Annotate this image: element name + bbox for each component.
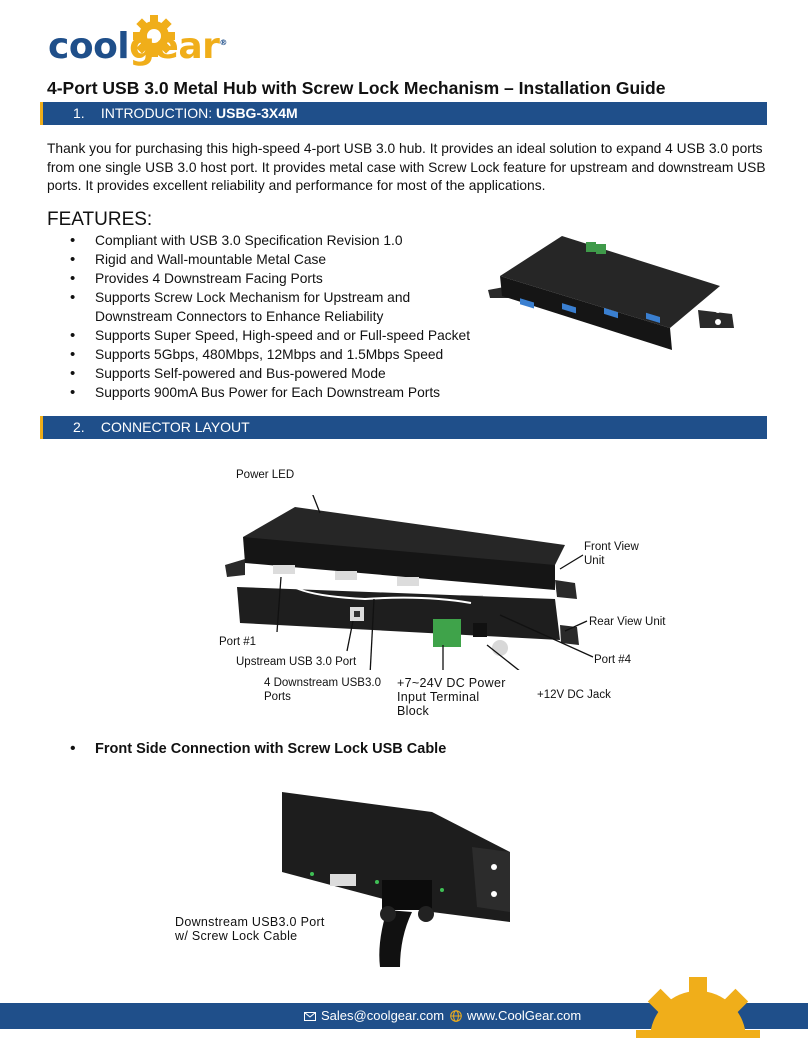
- feature-item: • Supports 5Gbps, 480Mbps, 12Mbps and 1.5Mbps Speed: [70, 346, 480, 365]
- section-number: 2.: [73, 419, 85, 435]
- section-introduction-bar: [40, 102, 767, 125]
- logo-gear-text: gear: [129, 26, 220, 67]
- front-side-heading: • Front Side Connection with Screw Lock USB Cable: [70, 741, 446, 757]
- feature-item: • Provides 4 Downstream Facing Ports: [70, 270, 480, 289]
- model-number: USBG-3X4M: [216, 105, 298, 121]
- hub-product-image: [480, 228, 740, 358]
- envelope-icon: [304, 1012, 316, 1021]
- label-port-4: Port #4: [594, 654, 632, 666]
- feature-item: • Rigid and Wall-mountable Metal Case: [70, 251, 480, 270]
- features-list: [70, 232, 480, 403]
- logo-wordmark: [48, 26, 227, 67]
- label-downstream-ports: 4 Downstream USB3.0 Ports: [264, 677, 381, 703]
- footer-website-text[interactable]: www.CoolGear.com: [467, 1008, 582, 1023]
- feature-item: • Supports Super Speed, High-speed and or Full-speed Packet: [70, 327, 480, 346]
- section-label: INTRODUCTION:: [100, 105, 216, 121]
- footer-email[interactable]: [304, 1003, 444, 1029]
- label-upstream-port: Upstream USB 3.0 Port: [236, 656, 357, 668]
- intro-paragraph: Thank you for purchasing this high-speed 4-port USB 3.0 hub. It provides an ideal solution to expand 4 USB 3.0 ports from one single USB 3.0 host port. It provides metal case with Screw Lock feature for upstream and downstream USB ports. It provides excellent reliability and performance for most of the applications.: [47, 141, 766, 193]
- globe-icon: [450, 1010, 462, 1022]
- feature-item: • Supports Screw Lock Mechanism for Upstream and Downstream Connectors to Enhance Reliability: [70, 289, 480, 326]
- feature-item: • Supports 900mA Bus Power for Each Downstream Ports: [70, 384, 480, 403]
- feature-item: • Supports Self-powered and Bus-powered Mode: [70, 365, 480, 384]
- label-screw-lock-cable: Downstream USB3.0 Port w/ Screw Lock Cable: [175, 915, 325, 943]
- section-connector-layout-bar: [40, 416, 767, 439]
- label-port-1: Port #1: [219, 636, 257, 648]
- logo-cool-text: cool: [48, 26, 130, 67]
- feature-item: • Compliant with USB 3.0 Specification Revision 1.0: [70, 232, 480, 251]
- label-rear-view: Rear View Unit: [589, 616, 666, 628]
- label-front-view: Front View Unit: [584, 541, 639, 567]
- label-power-led: Power LED: [236, 469, 295, 481]
- coolgear-logo: [44, 14, 227, 70]
- gear-decoration-icon: [632, 975, 762, 1038]
- footer-website[interactable]: [450, 1003, 581, 1029]
- features-heading: FEATURES:: [47, 209, 153, 230]
- section-label: CONNECTOR LAYOUT: [100, 419, 250, 435]
- section-number: 1.: [73, 105, 85, 121]
- footer-email-text[interactable]: Sales@coolgear.com: [321, 1008, 445, 1023]
- label-dc-power-terminal: +7~24V DC Power Input Terminal Block: [397, 676, 506, 718]
- document-title: 4-Port USB 3.0 Metal Hub with Screw Lock Mechanism – Installation Guide: [47, 78, 666, 98]
- label-dc-jack: +12V DC Jack: [537, 689, 611, 701]
- connector-layout-diagram: [215, 495, 595, 670]
- trademark-symbol: ®: [219, 38, 227, 47]
